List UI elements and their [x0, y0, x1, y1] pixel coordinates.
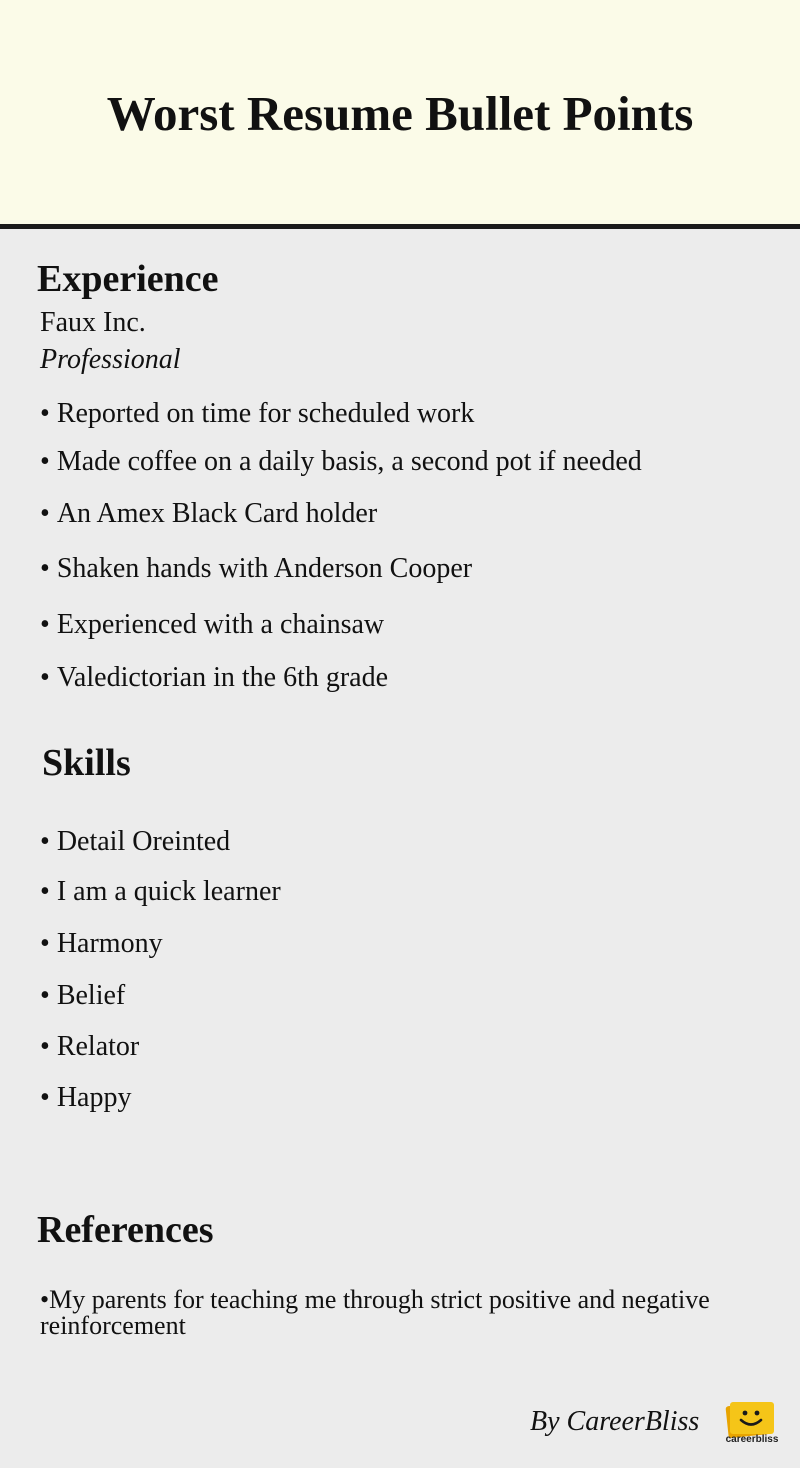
experience-bullet: • Experienced with a chainsaw [40, 608, 384, 642]
experience-bullet: • An Amex Black Card holder [40, 497, 377, 531]
header-divider [0, 224, 800, 229]
careerbliss-logo-icon [724, 1398, 780, 1444]
skill-bullet: • Belief [40, 979, 125, 1013]
references-heading: References [37, 1209, 214, 1251]
job-role: Professional [40, 344, 181, 375]
page-title: Worst Resume Bullet Points [106, 86, 694, 141]
skill-bullet: • I am a quick learner [40, 875, 281, 909]
skill-bullet: • Relator [40, 1030, 139, 1064]
reference-text: •My parents for teaching me through strict positive and negative reinforcement [40, 1285, 710, 1340]
svg-text:careerbliss: careerbliss [725, 1434, 779, 1444]
experience-bullet: • Valedictorian in the 6th grade [40, 661, 388, 695]
experience-bullet: • Shaken hands with Anderson Cooper [40, 552, 472, 586]
experience-bullet: • Made coffee on a daily basis, a second pot if needed [40, 445, 642, 479]
experience-bullet: • Reported on time for scheduled work [40, 397, 474, 431]
skill-bullet: • Detail Oreinted [40, 825, 230, 859]
byline: By CareerBliss [530, 1406, 700, 1437]
skill-bullet: • Harmony [40, 927, 163, 961]
skills-heading: Skills [42, 742, 131, 784]
experience-heading: Experience [37, 258, 219, 300]
company-name: Faux Inc. [40, 307, 146, 338]
skill-bullet: • Happy [40, 1081, 131, 1115]
